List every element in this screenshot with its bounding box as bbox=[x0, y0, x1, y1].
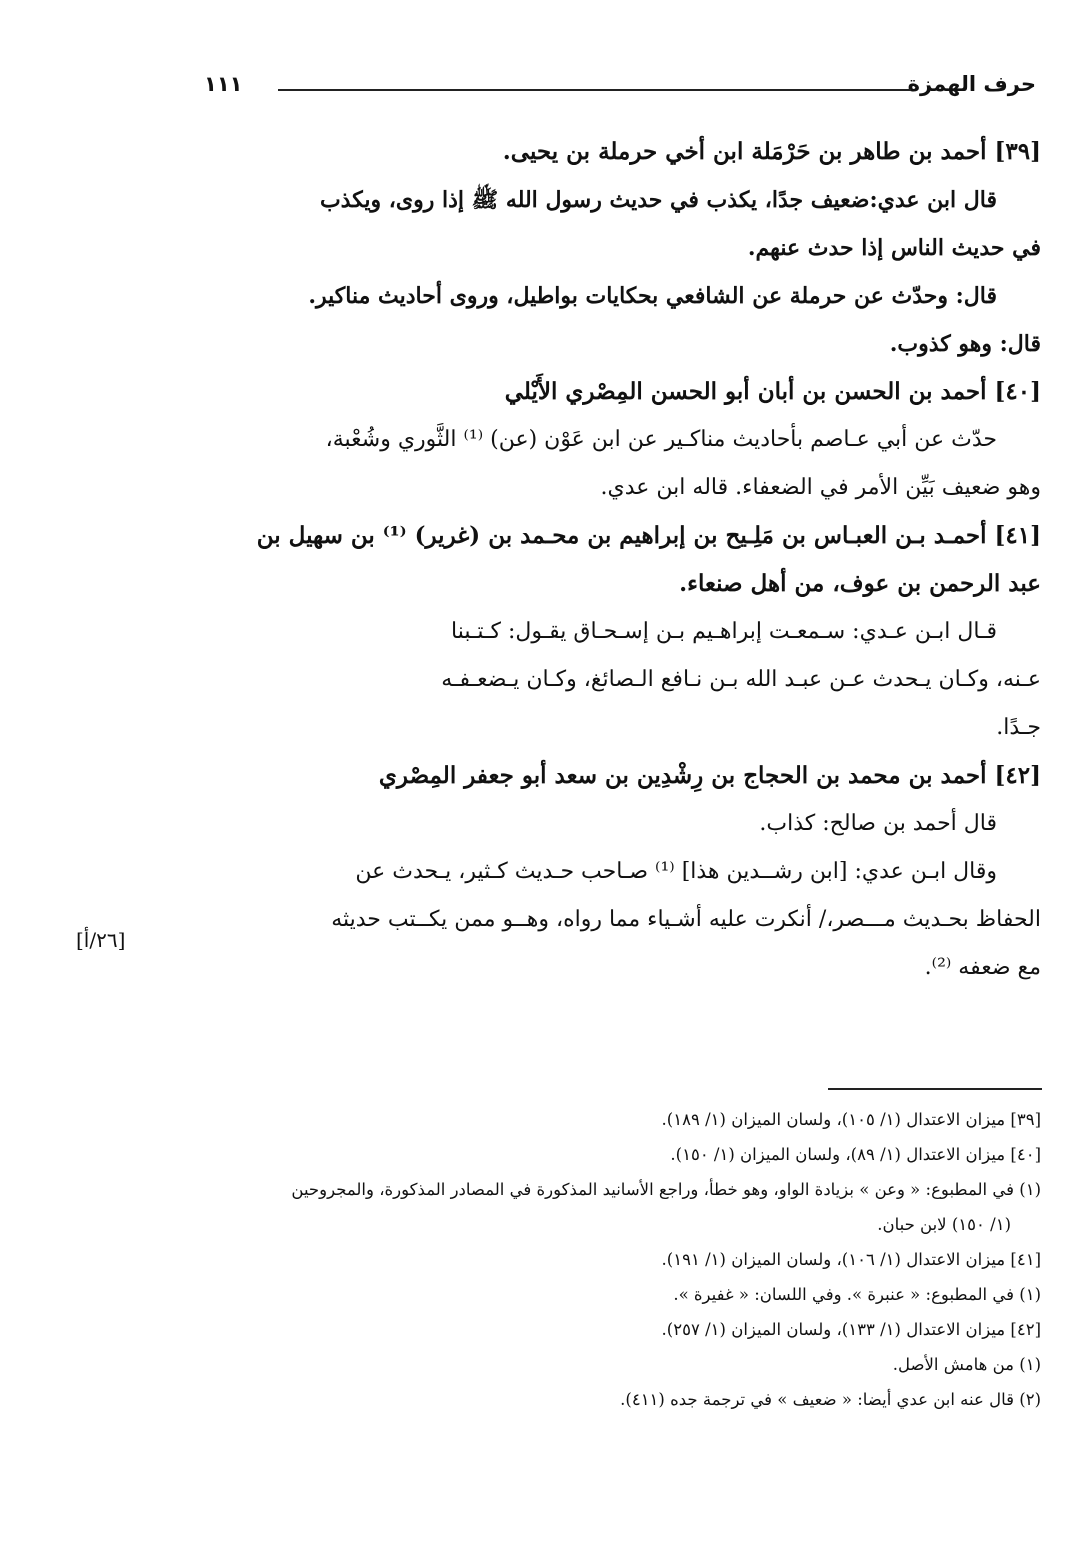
margin-folio-note: [٢٦/أ] bbox=[76, 928, 126, 952]
entry-42-line-2: وقال ابـن عدي: [ابن رشــدين هذا] ⁽¹⁾ صـاحب حـديث كـثير، يـحدث عن bbox=[355, 859, 997, 884]
footnote-39: [٣٩] ميزان الاعتدال (١/ ١٠٥)، ولسان الميزان (١/ ١٨٩). bbox=[661, 1110, 1041, 1129]
entry-41-line-1: قـال ابـن عـدي: سـمعـت إبراهـيم بـن إسـحـاق يقـول: كـتـبنا bbox=[450, 619, 997, 644]
footnotes bbox=[166, 1104, 1041, 1419]
entry-39-line-1: قال ابن عدي:ضعيف جدًا، يكذب في حديث رسول الله ﷺ إذا روى، ويكذب bbox=[319, 187, 997, 213]
footnote-42: [٤٢] ميزان الاعتدال (١/ ١٣٣)، ولسان الميزان (١/ ٢٥٧). bbox=[661, 1320, 1041, 1339]
page-number: ١١١ bbox=[204, 72, 243, 96]
footnote-divider bbox=[828, 1088, 1042, 1090]
entry-title-41: [٤١] أحمـد بـن العبـاس بن مَلِـيح بن إبراهيم بن محـمد بن (غرير) ⁽¹⁾ بن سهيل بن bbox=[256, 522, 1041, 549]
footnote-40-1-cont: (١/ ١٥٠) لابن حبان. bbox=[877, 1215, 1011, 1234]
entry-41-line-3: جـدًا. bbox=[996, 715, 1041, 740]
footnote-42-2: (٢) قال عنه ابن عدي أيضا: « ضعيف » في ترجمة جده (٤١١). bbox=[620, 1390, 1041, 1409]
entry-42-line-1: قال أحمد بن صالح: كذاب. bbox=[759, 811, 997, 836]
main-text bbox=[169, 128, 1041, 992]
footnote-40: [٤٠] ميزان الاعتدال (١/ ٨٩)، ولسان الميزان (١/ ١٥٠). bbox=[670, 1145, 1041, 1164]
entry-39-line-4: قال: وهو كذوب. bbox=[889, 331, 1041, 357]
entry-42-line-3: الحفاظ بحـديث مـــصر،/ أنكرت عليه أشـياء مما رواه، وهــو ممن يكــتب حديثه bbox=[331, 907, 1041, 932]
entry-title-41-cont: عبد الرحمن بن عوف، من أهل صنعاء. bbox=[679, 570, 1041, 597]
page-header bbox=[196, 72, 1036, 106]
entry-title-42: [٤٢] أحمد بن محمد بن الحجاج بن رِشْدِين بن سعد أبو جعفر المِصْري bbox=[378, 762, 1041, 789]
chapter-title: حرف الهمزة bbox=[907, 72, 1036, 96]
entry-39-line-2: في حديث الناس إذا حدث عنهم. bbox=[747, 235, 1041, 261]
entry-title-40: [٤٠] أحمد بن الحسن بن أبان أبو الحسن المِصْري الأَيْلي bbox=[504, 378, 1041, 405]
footnote-41: [٤١] ميزان الاعتدال (١/ ١٠٦)، ولسان الميزان (١/ ١٩١). bbox=[661, 1250, 1041, 1269]
footnote-42-1: (١) من هامش الأصل. bbox=[892, 1355, 1041, 1374]
footnote-41-1: (١) في المطبوع: « عنبرة ». وفي اللسان: « غفيرة ». bbox=[673, 1285, 1041, 1304]
entry-42-line-4: مع ضعفه ⁽²⁾. bbox=[924, 955, 1041, 980]
footnote-40-1: (١) في المطبوع: « وعن » بزيادة الواو، وهو خطأ، وراجع الأسانيد المذكورة في المصادر المذكورة، والمجروحين bbox=[291, 1180, 1041, 1199]
entry-41-line-2: عـنه، وكـان يـحدث عـن عبـد الله بـن نـافع الـصائغ، وكـان يـضعـفـه bbox=[441, 667, 1041, 692]
entry-title-39: [٣٩] أحمد بن طاهر بن حَرْمَلة ابن أخي حرملة بن يحيى. bbox=[502, 138, 1041, 165]
header-divider bbox=[278, 89, 911, 91]
entry-39-line-3: قال: وحدّث عن حرملة عن الشافعي بحكايات بواطيل، وروى أحاديث مناكير. bbox=[308, 283, 997, 309]
entry-40-line-1: حدّث عن أبي عـاصم بأحاديث مناكـير عن ابن عَوْن (عن) ⁽¹⁾ الثَّوري وشُعْبة، bbox=[325, 427, 997, 452]
entry-40-line-2: وهو ضعيف بَيِّن الأمر في الضعفاء. قاله ابن عدي. bbox=[600, 475, 1041, 500]
